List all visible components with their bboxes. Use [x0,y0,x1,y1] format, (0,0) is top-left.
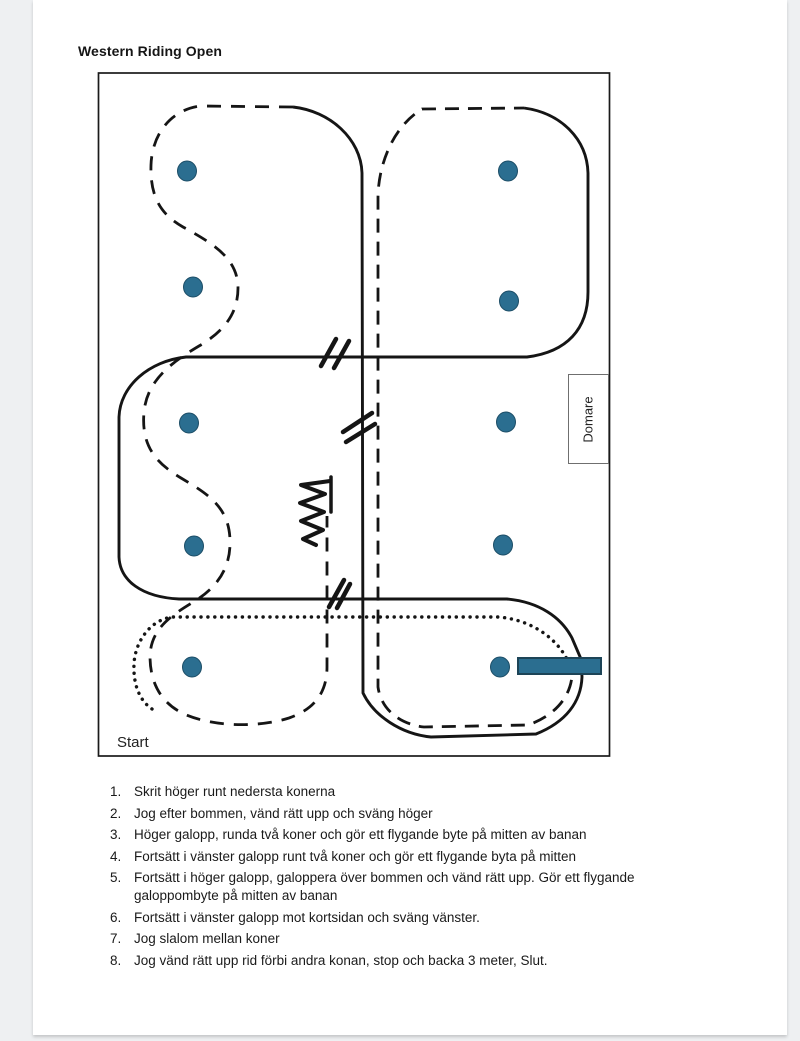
arena-border [99,73,610,756]
instruction-text: Jog vänd rätt upp rid förbi andra konan, stop och backa 3 meter, Slut. [134,952,548,968]
cone [180,413,199,433]
page-title: Western Riding Open [78,43,222,59]
instruction-text: Jog slalom mellan koner [134,931,280,947]
instruction-item [110,783,710,801]
instruction-number: 5. [110,870,122,886]
lead-change-mark-middle [343,413,375,442]
instruction-text: Fortsätt i vänster galopp runt två koner och gör ett flygande byta på mitten [134,848,576,864]
cone [499,161,518,181]
back-up-symbol [300,477,331,545]
judge-box [568,374,609,464]
lead-change-mark-bottom [329,580,350,608]
instruction-text: Jog efter bommen, vänd rätt upp och sväng höger [134,805,433,821]
instruction-number: 1. [110,784,122,799]
cone [183,657,202,677]
instruction-number: 8. [110,952,122,968]
instruction-item [110,909,710,927]
instruction-text: Höger galopp, runda två koner och gör ett flygande byte på mitten av banan [134,827,587,843]
start-label: Start [117,734,149,751]
instruction-text: Fortsätt i höger galopp, galoppera över bommen och vänd rätt upp. Gör ett flygande galoppombyte på mitten av banan [134,870,635,903]
instruction-number: 7. [110,931,122,947]
cone [500,291,519,311]
cone [178,161,197,181]
cone [185,536,204,556]
instruction-item [110,952,710,970]
instruction-text: Fortsätt i vänster galopp mot kortsidan och sväng vänster. [134,909,480,925]
instruction-text: Skrit höger runt nedersta konerna [134,784,336,799]
cone [497,412,516,432]
instruction-item [110,805,710,823]
instruction-list [110,783,710,973]
pole [518,658,601,674]
jog-slalom-path [144,106,327,725]
instruction-item [110,826,710,844]
instruction-number: 6. [110,909,122,925]
cone [491,657,510,677]
instruction-number: 4. [110,848,122,864]
cone [494,535,513,555]
instruction-number: 2. [110,805,122,821]
cone [184,277,203,297]
judge-label: Domare [581,395,596,443]
instruction-item [110,930,710,948]
back-up-zigzag [300,481,330,545]
instruction-item [110,869,710,904]
instruction-item [110,848,710,866]
lead-change-mark-top [321,339,349,368]
instruction-number: 3. [110,827,122,843]
